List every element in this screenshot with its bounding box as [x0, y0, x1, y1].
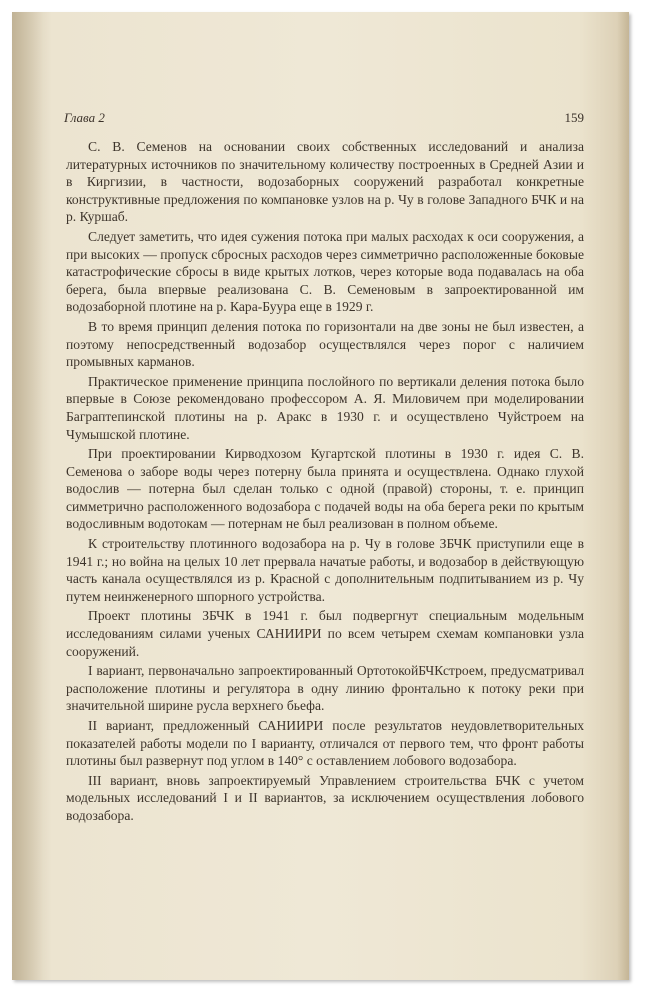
- page-number: 159: [564, 110, 584, 125]
- paragraph: II вариант, предложенный САНИИРИ после результатов неудовлетворительных показателей работы модели по I варианту, отличался от первого тем, что фронт работы плотины был развернут под углом в 140° с оставлением лобового водозабора.: [66, 718, 584, 769]
- paragraph: Проект плотины ЗБЧК в 1941 г. был подвергнут специальным модельным исследованиям силами ученых САНИИРИ по всем четырем схемам компановки узла сооружений.: [66, 608, 584, 659]
- paragraph: С. В. Семенов на основании своих собственных исследований и анализа литературных источников по значительному количеству построенных в Средней Азии и в Киргизии, в частности, водозаборных сооружений разработал конкретные конструктивные предложения по компановке узлов на р. Чу в голове Западного БЧК и на р. Куршаб.: [66, 139, 584, 225]
- running-title: Глава 2: [64, 110, 105, 125]
- book-page: [12, 12, 629, 980]
- page-header: [64, 110, 584, 130]
- paragraph: I вариант, первоначально запроектированный ОртотокойБЧКстроем, предусматривал расположение плотины и регулятора в одну линию фронтально к потоку реки при значительной ширине русла верхнего бьефа.: [66, 663, 584, 714]
- paragraph: Следует заметить, что идея сужения потока при малых расходах к оси сооружения, а при высоких — пропуск сбросных расходов через симметрично расположенные боковые катастрофические сбросы в виде крытых лотков, через которые вода подавалась на оба берега, была впервые реализована С. В. Семеновым в запроектированной им водозаборной плотине на р. Кара-Буура еще в 1929 г.: [66, 228, 584, 315]
- paragraph: Практическое применение принципа послойного по вертикали деления потока было впервые в Союзе рекомендовано профессором А. Я. Миловичем при моделировании Баграптепинской плотины на р. Аракс в 1930 г. и осуществлено Чуйстроем на Чумышской плотине.: [66, 373, 584, 442]
- paragraph: III вариант, вновь запроектируемый Управлением строительства БЧК с учетом модельных исследований I и II вариантов, за исключением осуществления лобового водозабора.: [66, 772, 584, 823]
- paragraph: При проектировании Кирводхозом Кугартской плотины в 1930 г. идея С. В. Семенова о заборе воды через потерну была принята и осуществлена. Однако глухой водослив — потерна был сделан только с одной (правой) стороны, т. е. принцип симметрично расположенного водозабора с подачей воды на оба берега реки по крытым водосливным водотокам — потернам не был реализован в полном объеме.: [66, 446, 584, 532]
- body-text: [66, 138, 584, 827]
- page-edge-shadow: [617, 12, 629, 980]
- paragraph: В то время принцип деления потока по горизонтали на две зоны не был известен, а поэтому непосредственный водозабор осуществлялся через порог с наличием промывных карманов.: [66, 318, 584, 370]
- paragraph: К строительству плотинного водозабора на р. Чу в голове ЗБЧК приступили еще в 1941 г.; но война на целых 10 лет прервала начатые работы, и водозабор в действующую часть канала осуществлялся из р. Красной с дополнительным подпитыванием из р. Чу путем неинженерного шпорного устройства.: [66, 536, 584, 604]
- page-spine-shadow: [12, 12, 52, 980]
